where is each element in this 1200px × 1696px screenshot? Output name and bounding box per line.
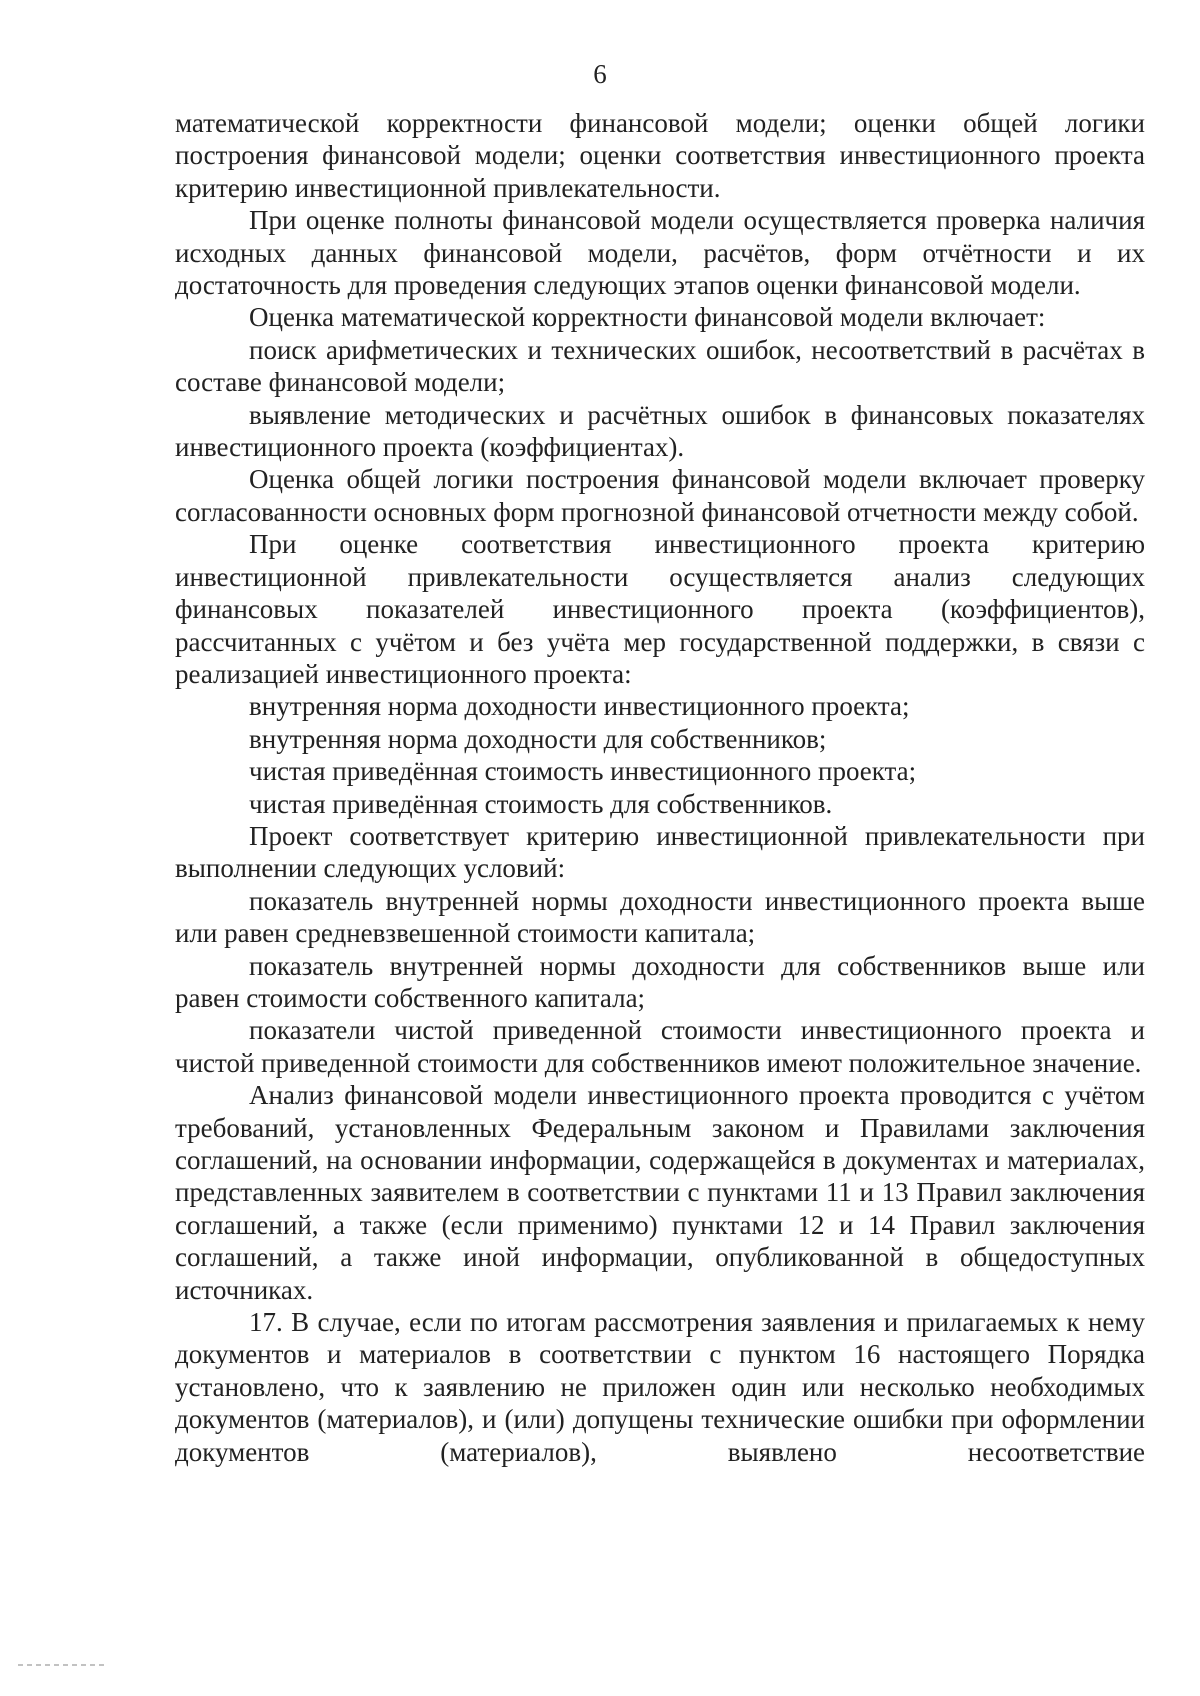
paragraph-criteria-conditions: Проект соответствует критерию инвестиционной привлекательности при выполнении следующих условий:: [175, 820, 1145, 884]
list-item-npv-project: чистая приведённая стоимость инвестиционного проекта;: [249, 756, 917, 787]
list-item-npv-owners: чистая приведённая стоимость для собственников.: [249, 788, 833, 819]
list-item-irr-wacc: показатель внутренней нормы доходности инвестиционного проекта выше или равен средневзвешенной стоимости капитала;: [175, 885, 1145, 949]
paragraph-logic-assessment: Оценка общей логики построения финансовой модели включает проверку согласованности основных форм прогнозной финансовой отчетности между собой.: [175, 464, 1145, 527]
paragraph-clause-17: 17. В случае, если по итогам рассмотрения заявления и прилагаемых к нему документов и материалов в соответствии с пунктом 16 настоящего Порядка установлено, что к заявлению не приложен один или несколько необходимых документов (материалов), и (или) допущены технические ошибки при оформлении документов (материалов), выявлено несоответствие: [175, 1307, 1145, 1467]
paragraph-math-correctness-intro: Оценка математической корректности финансовой модели включает:: [249, 302, 1046, 333]
list-item-arithmetic-errors: поиск арифметических и технических ошибок, несоответствий в расчётах в составе финансовой модели;: [175, 334, 1145, 398]
paragraph-analysis-basis: Анализ финансовой модели инвестиционного проекта проводится с учётом требований, установленных Федеральным законом и Правилами заключения соглашений, на основании информации, содержащейся в документах и материалах, представленных заявителем в соответствии с пунктами 11 и 13 Правил заключения соглашений, а также (если применимо) пунктами 12 и 14 Правил заключения соглашений, а также иной информации, опубликованной в общедоступных источниках.: [175, 1080, 1145, 1305]
list-item-irr-owners: внутренняя норма доходности для собственников;: [249, 723, 827, 754]
paragraph-attractiveness-analysis: При оценке соответствия инвестиционного проекта критерию инвестиционной привлекательности осуществляется анализ следующих финансовых показателей инвестиционного проекта (коэффициентов), рассчитанных с учётом и без учёта мер государственной поддержки, в связи с реализацией инвестиционного проекта:: [175, 529, 1145, 689]
paragraph-completeness-check: При оценке полноты финансовой модели осуществляется проверка наличия исходных данных финансовой модели, расчётов, форм отчётности и их достаточность для проведения следующих этапов оценки финансовой модели.: [175, 205, 1145, 301]
page-number: 6: [593, 59, 607, 89]
paragraph-continuation: математической корректности финансовой модели; оценки общей логики построения финансовой модели; оценки соответствия инвестиционного проекта критерию инвестиционной привлекательности.: [175, 108, 1145, 203]
document-body: [175, 107, 1145, 1468]
scan-artifact: [18, 1664, 108, 1666]
list-item-npv-positive: показатели чистой приведенной стоимости инвестиционного проекта и чистой приведенной стоимости для собственников имеют положительное значение.: [175, 1015, 1145, 1078]
list-item-irr-equity: показатель внутренней нормы доходности для собственников выше или равен стоимости собственного капитала;: [175, 950, 1145, 1013]
list-item-methodical-errors: выявление методических и расчётных ошибок в финансовых показателях инвестиционного проекта (коэффициентах).: [175, 399, 1145, 463]
list-item-irr-project: внутренняя норма доходности инвестиционного проекта;: [249, 691, 910, 722]
